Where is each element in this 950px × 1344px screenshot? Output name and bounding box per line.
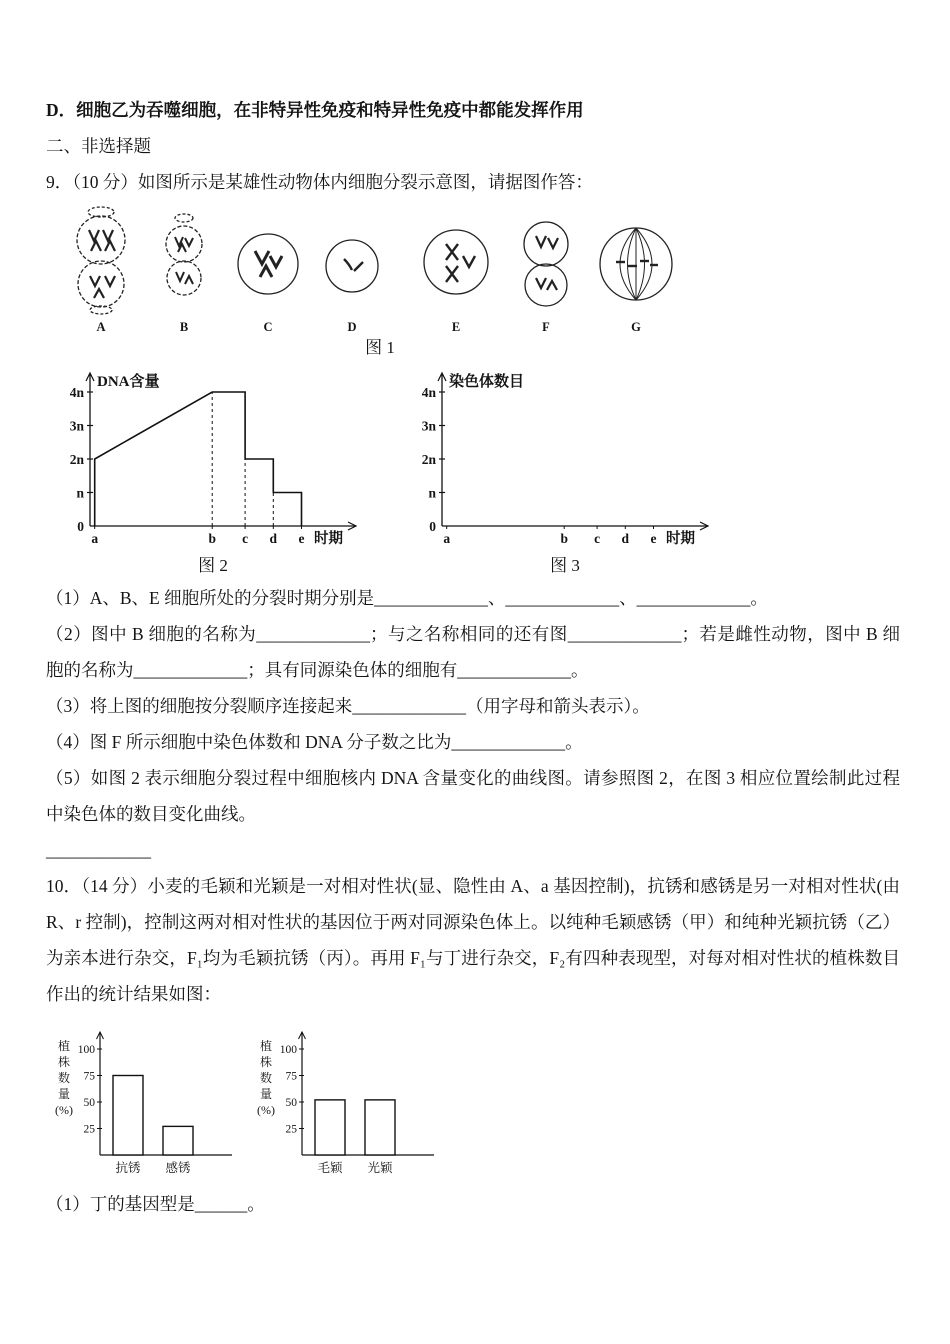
- svg-text:0: 0: [429, 519, 436, 534]
- svg-text:量: 量: [57, 1087, 71, 1101]
- svg-text:光颖: 光颖: [367, 1161, 393, 1175]
- svg-text:75: 75: [285, 1070, 297, 1083]
- question-9-stem: 9．（10 分）如图所示是某雄性动物体内细胞分裂示意图，请据图作答：: [46, 172, 593, 192]
- svg-text:n: n: [76, 485, 84, 501]
- svg-text:50: 50: [83, 1097, 95, 1109]
- svg-text:3n: 3n: [421, 418, 436, 434]
- figure3: [410, 364, 720, 578]
- chromosome-number-empty-chart: [410, 364, 720, 549]
- question-10-stem: 10．（14 分）小麦的毛颖和光颖是一对相对性状(显、隐性由 A、a 基因控制)，抗锈和感锈是另一对相对性状(由 R、r 控制)，控制这两对相对性状的基因位于两对同源染色体上。以纯种毛颖感锈（甲）和纯种光颖抗锈（乙）为亲本进行杂交，F₁均为毛颖抗锈（丙）。再用 F₁与丁进行杂交，F₂有四种表现型，对每对相对性状的植株数目作出的统计结果如图：: [46, 876, 900, 1004]
- svg-text:植: 植: [259, 1039, 273, 1053]
- svg-text:感锈: 感锈: [165, 1161, 191, 1175]
- svg-text:25: 25: [83, 1123, 95, 1136]
- figure1-cell-diagrams: [56, 204, 704, 360]
- cell-label-e: E: [451, 320, 461, 334]
- question-9-2: （2）图中 B 细胞的名称为_____________；与之名称相同的还有图_____________；若是雌性动物，图中 B 细胞的名称为_____________；具有同源染色体的细胞有_____________。: [46, 624, 900, 680]
- dna-content-line-chart: [58, 364, 368, 549]
- question-9-1: （1）A、B、E 细胞所处的分裂时期分别是_____________、_____________、_____________。: [46, 588, 768, 608]
- svg-text:DNA含量: DNA含量: [97, 374, 160, 390]
- cell-label-d: D: [347, 320, 357, 334]
- cell-label-a: A: [96, 320, 106, 334]
- svg-text:50: 50: [285, 1097, 297, 1109]
- svg-text:d: d: [269, 531, 278, 546]
- section-heading: 二、非选择题: [46, 136, 151, 156]
- cell-diagram-a: [77, 207, 125, 314]
- svg-text:2n: 2n: [69, 452, 84, 467]
- svg-text:染色体数目: 染色体数目: [449, 374, 525, 390]
- svg-text:2n: 2n: [421, 452, 436, 467]
- cell-diagram-b: [166, 214, 202, 295]
- svg-text:毛颖: 毛颖: [317, 1161, 343, 1175]
- svg-text:d: d: [621, 531, 630, 546]
- svg-text:c: c: [594, 531, 601, 546]
- svg-text:时期: 时期: [314, 531, 343, 547]
- svg-text:量: 量: [259, 1087, 273, 1101]
- svg-text:抗锈: 抗锈: [115, 1161, 141, 1175]
- question-10-1: （1）丁的基因型是______。: [46, 1194, 265, 1214]
- cell-diagram-e: [424, 230, 488, 294]
- svg-text:植: 植: [57, 1039, 71, 1053]
- svg-text:数: 数: [57, 1071, 71, 1085]
- svg-text:株: 株: [57, 1055, 71, 1069]
- cell-label-g: G: [631, 320, 641, 334]
- cell-diagram-c: [238, 234, 298, 294]
- cell-diagram-d: [326, 240, 378, 292]
- svg-text:c: c: [242, 531, 249, 546]
- glume-type-bar-chart: [252, 1020, 442, 1182]
- fig3-caption: 图 3: [550, 556, 580, 575]
- svg-text:e: e: [650, 531, 657, 546]
- svg-text:0: 0: [77, 519, 84, 534]
- fig1-caption: 图 1: [365, 338, 395, 357]
- svg-text:3n: 3n: [69, 418, 84, 434]
- svg-text:株: 株: [259, 1055, 273, 1069]
- cell-diagram-g: [600, 228, 672, 300]
- q10-bar-charts: [50, 1020, 900, 1182]
- svg-text:100: 100: [77, 1044, 95, 1056]
- svg-text:(%): (%): [257, 1103, 275, 1117]
- cell-label-b: B: [179, 320, 189, 334]
- svg-text:b: b: [560, 531, 568, 546]
- option-d: D．细胞乙为吞噬细胞，在非特异性免疫和特异性免疫中都能发挥作用: [46, 100, 584, 120]
- question-9-5: （5）如图 2 表示细胞分裂过程中细胞核内 DNA 含量变化的曲线图。请参照图 2，在图 3 相应位置绘制此过程中染色体的数目变化曲线。: [46, 768, 900, 824]
- svg-text:4n: 4n: [421, 385, 436, 400]
- svg-text:b: b: [208, 531, 216, 546]
- figure2: [58, 364, 368, 578]
- cell-label-c: C: [263, 320, 273, 334]
- svg-text:75: 75: [83, 1070, 95, 1083]
- q9-charts-row: [58, 364, 900, 578]
- fig2-caption: 图 2: [198, 556, 228, 575]
- svg-text:(%): (%): [55, 1103, 73, 1117]
- svg-text:a: a: [91, 531, 99, 546]
- svg-text:100: 100: [279, 1044, 297, 1056]
- svg-text:4n: 4n: [69, 385, 84, 400]
- question-9-3: （3）将上图的细胞按分裂顺序连接起来_____________（用字母和箭头表示）。: [46, 696, 650, 716]
- svg-text:数: 数: [259, 1071, 273, 1085]
- svg-text:n: n: [428, 485, 436, 501]
- svg-text:时期: 时期: [666, 531, 695, 547]
- cell-label-f: F: [542, 320, 550, 334]
- svg-text:e: e: [298, 531, 305, 546]
- cell-division-diagram: [56, 204, 704, 336]
- svg-text:25: 25: [285, 1123, 297, 1136]
- cell-diagram-f: [524, 222, 568, 306]
- question-9-4: （4）图 F 所示细胞中染色体数和 DNA 分子数之比为_____________。: [46, 732, 583, 752]
- rust-resistance-bar-chart: [50, 1020, 240, 1182]
- svg-text:a: a: [443, 531, 451, 546]
- divider-line: ____________: [46, 840, 151, 860]
